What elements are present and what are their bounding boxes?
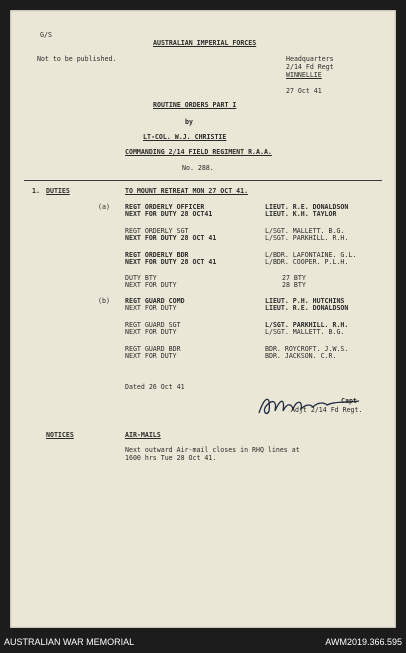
- duty-role: REGT GUARD SGT: [125, 321, 181, 329]
- duty-role: NEXT FOR DUTY: [125, 281, 177, 289]
- duty-name: BDR. ROYCROFT. J.W.S.: [265, 345, 349, 353]
- duty-name: L/SGT. PARKHILL. R.H.: [265, 234, 349, 242]
- duty-role: REGT ORDERLY BDR: [125, 251, 189, 259]
- document-date: 27 Oct 41: [286, 87, 322, 95]
- duty-name: LIEUT. R.E. DONALDSON: [265, 304, 349, 312]
- duty-name: L/SGT. PARKHILL. R.H.: [265, 321, 349, 329]
- duty-name: L/SGT. MALLETT. B.G.: [265, 328, 345, 336]
- footer-bar: [0, 630, 406, 653]
- duty-role: NEXT FOR DUTY: [125, 352, 177, 360]
- duty-name: 27 BTY: [282, 274, 306, 282]
- duty-role: NEXT FOR DUTY: [125, 304, 177, 312]
- duty-name: L/BDR. COOPER. P.L.H.: [265, 258, 349, 266]
- duty-name: L/SGT. MALLETT. B.G.: [265, 227, 345, 235]
- duty-name: LIEUT. P.H. HUTCHINS: [265, 297, 345, 305]
- by-line: by: [185, 118, 193, 126]
- sub-label-a: (a): [98, 203, 110, 211]
- unit-header: AUSTRALIAN IMPERIAL FORCES: [153, 39, 257, 47]
- duties-heading: TO MOUNT RETREAT MON 27 OCT 41.: [125, 187, 249, 195]
- document-page: [10, 10, 396, 628]
- not-published-note: Not to be published.: [37, 55, 117, 63]
- duty-role: DUTY BTY: [125, 274, 157, 282]
- duty-name: BDR. JACKSON. C.R.: [265, 352, 337, 360]
- footer-accession: AWM2019.366.595: [325, 637, 402, 647]
- signatory-rank: Capt: [341, 397, 357, 405]
- duties-label: DUTIES: [46, 187, 70, 195]
- duty-role: NEXT FOR DUTY: [125, 328, 177, 336]
- divider-rule: [24, 180, 382, 181]
- duty-name: L/BDR. LAFONTAINE. G.L.: [265, 251, 357, 259]
- document-ref: G/S: [40, 31, 52, 39]
- duty-name: 28 BTY: [282, 281, 306, 289]
- duty-role: NEXT FOR DUTY 28 OCT 41: [125, 258, 217, 266]
- notices-label: NOTICES: [46, 431, 74, 439]
- duty-role: REGT ORDERLY OFFICER: [125, 203, 205, 211]
- footer-source: AUSTRALIAN WAR MEMORIAL: [4, 637, 135, 647]
- commanding-line: COMMANDING 2/14 FIELD REGIMENT R.A.A.: [125, 148, 272, 156]
- order-number: No. 288.: [182, 164, 214, 172]
- notice-line-1: Next outward Air-mail closes in RHQ lines at: [125, 446, 300, 454]
- duty-name: LIEUT. K.H. TAYLOR: [265, 210, 337, 218]
- duty-role: NEXT FOR DUTY 28 OCT 41: [125, 234, 217, 242]
- duty-role: REGT GUARD COMD: [125, 297, 185, 305]
- sub-label-b: (b): [98, 297, 110, 305]
- signatory-title: Adjt 2/14 Fd Regt.: [291, 406, 363, 414]
- hq-line-2: 2/14 Fd Regt: [286, 63, 334, 71]
- duty-role: NEXT FOR DUTY 28 OCT41: [125, 210, 213, 218]
- duty-role: REGT GUARD BDR: [125, 345, 181, 353]
- hq-line-1: Headquarters: [286, 55, 334, 63]
- commander-name: LT-COL. W.J. CHRISTIE: [143, 133, 227, 141]
- notice-line-2: 1600 hrs Tue 28 Oct 41.: [125, 454, 217, 462]
- section-number: 1.: [32, 187, 40, 195]
- document-title: ROUTINE ORDERS PART I: [153, 101, 237, 109]
- dated-line: Dated 26 Oct 41: [125, 383, 185, 391]
- duty-role: REGT ORDERLY SGT: [125, 227, 189, 235]
- notices-heading: AIR-MAILS: [125, 431, 161, 439]
- duty-name: LIEUT. R.E. DONALDSON: [265, 203, 349, 211]
- hq-line-3: WINNELLIE: [286, 71, 322, 79]
